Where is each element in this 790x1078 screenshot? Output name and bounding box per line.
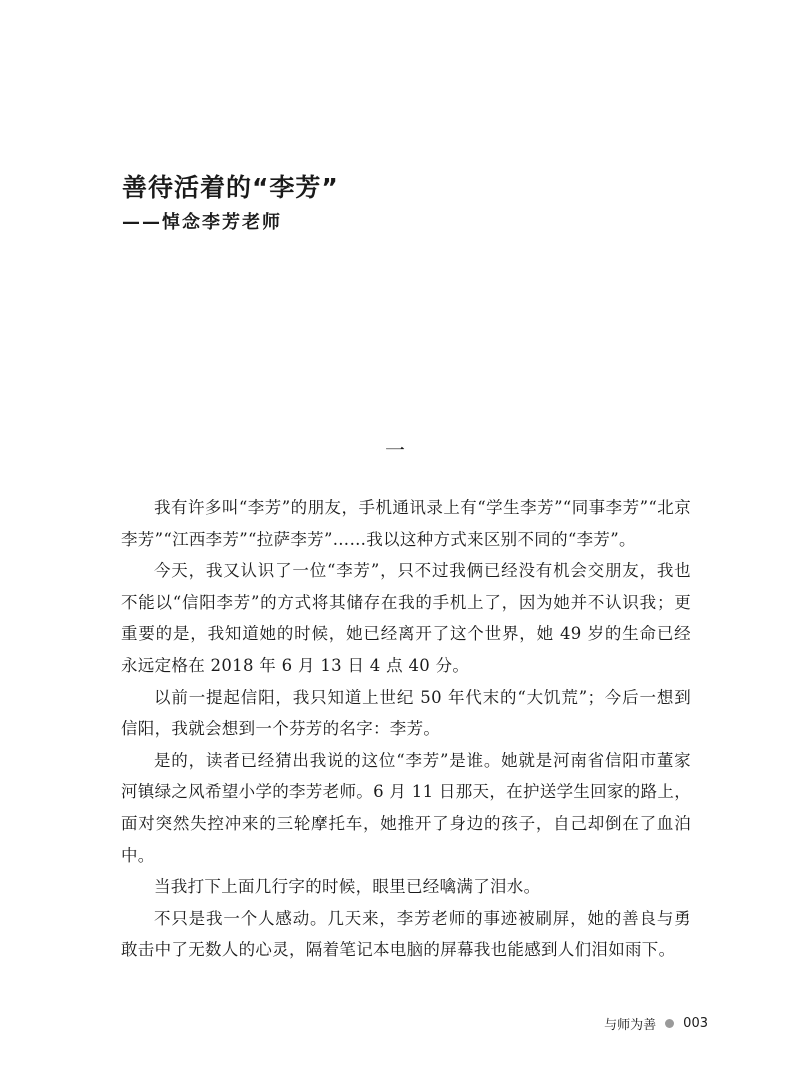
bullet-dot-icon (665, 1019, 674, 1028)
section-number: 一 (385, 438, 405, 462)
paragraph: 今天，我又认识了一位“李芳”，只不过我俩已经没有机会交朋友，我也不能以“信阳李芳”的方式将其储存在我的手机上了，因为她并不认识我；更重要的是，我知道她的时候，她已经离开了这个世界，她 49 岁的生命已经永远定格在 2018 年 6 月 13 日 4 点 40 分。 (121, 561, 691, 675)
paragraph: 我有许多叫“李芳”的朋友，手机通讯录上有“学生李芳”“同事李芳”“北京李芳”“江西李芳”“拉萨李芳”……我以这种方式来区别不同的“李芳”。 (121, 498, 691, 549)
paragraph: 当我打下上面几行字的时候，眼里已经噙满了泪水。 (154, 877, 541, 897)
paragraph: 以前一提起信阳，我只知道上世纪 50 年代末的“大饥荒”；今后一想到信阳，我就会想到一个芬芳的名字：李芳。 (121, 687, 691, 739)
article-subtitle: ——悼念李芳老师 (122, 212, 282, 233)
running-book-title: 与师为善 (604, 1018, 657, 1033)
article-body (121, 492, 691, 966)
article-title: 善待活着的“李芳” (122, 173, 339, 202)
paragraph: 是的，读者已经猜出我说的这位“李芳”是谁。她就是河南省信阳市董家河镇绿之风希望小学的李芳老师。6 月 11 日那天，在护送学生回家的路上，面对突然失控冲来的三轮摩托车，她推开了身边的孩子，自己却倒在了血泊中。 (121, 750, 691, 865)
page-footer (604, 1014, 708, 1033)
paragraph: 不只是我一个人感动。几天来，李芳老师的事迹被刷屏，她的善良与勇敢击中了无数人的心灵，隔着笔记本电脑的屏幕我也能感到人们泪如雨下。 (121, 908, 691, 960)
page-number: 003 (683, 1016, 708, 1031)
